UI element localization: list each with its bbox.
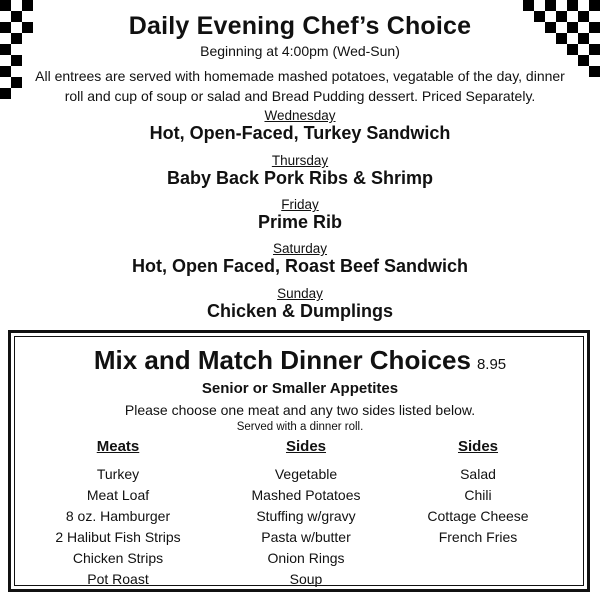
- special-day: Saturday: [272, 241, 328, 256]
- mix-price: 8.95: [476, 356, 507, 373]
- column-heading: Sides: [457, 438, 499, 455]
- special-thursday: [0, 153, 600, 189]
- special-friday: [0, 197, 600, 233]
- sides-column-2: [383, 438, 573, 548]
- mix-and-match-box: [8, 330, 590, 592]
- list-item: Chili: [464, 487, 492, 503]
- special-day: Wednesday: [264, 108, 336, 123]
- list-item: Pasta w/butter: [261, 529, 351, 545]
- list-item: Onion Rings: [267, 550, 345, 566]
- mix-instructions: Please choose one meat and any two sides listed below.: [124, 402, 476, 418]
- column-heading: Sides: [285, 438, 327, 455]
- list-item: 8 oz. Hamburger: [65, 508, 171, 524]
- list-item: 2 Halibut Fish Strips: [55, 529, 181, 545]
- special-day: Thursday: [271, 153, 329, 168]
- mix-roll-note: Served with a dinner roll.: [236, 421, 364, 433]
- list-item: Turkey: [96, 466, 140, 482]
- special-dish: Prime Rib: [257, 212, 343, 232]
- special-dish: Hot, Open Faced, Roast Beef Sandwich: [131, 256, 469, 276]
- special-dish: Hot, Open-Faced, Turkey Sandwich: [149, 123, 451, 143]
- meats-column: [23, 438, 213, 590]
- special-wednesday: [0, 108, 600, 144]
- mix-subtitle: Senior or Smaller Appetites: [201, 380, 399, 397]
- hours-subtitle: Beginning at 4:00pm (Wed-Sun): [200, 43, 400, 59]
- mix-title-line: [15, 345, 585, 376]
- list-item: Meat Loaf: [86, 487, 150, 503]
- special-dish: Chicken & Dumplings: [206, 301, 394, 321]
- list-item: Cottage Cheese: [427, 508, 529, 524]
- list-item: Mashed Potatoes: [251, 487, 361, 503]
- page-title: Daily Evening Chef’s Choice: [128, 12, 472, 40]
- special-sunday: [0, 286, 600, 322]
- list-item: Salad: [460, 466, 496, 482]
- mix-and-match-inner-border: [14, 336, 584, 586]
- special-saturday: [0, 241, 600, 277]
- mix-title: Mix and Match Dinner Choices: [93, 345, 471, 375]
- sides-column-1: [211, 438, 401, 590]
- list-item: Vegetable: [274, 466, 338, 482]
- list-item: Stuffing w/gravy: [256, 508, 356, 524]
- special-dish: Baby Back Pork Ribs & Shrimp: [166, 168, 434, 188]
- list-item: Chicken Strips: [72, 550, 164, 566]
- column-heading: Meats: [96, 438, 140, 455]
- intro-text: All entrees are served with homemade mashed potatoes, vegatable of the day, dinner roll and cup of soup or salad and Bread Pudding dessert. Priced Separately.: [35, 68, 565, 104]
- special-day: Sunday: [277, 286, 323, 301]
- special-day: Friday: [281, 197, 319, 212]
- list-item: Pot Roast: [87, 571, 149, 587]
- list-item: Soup: [289, 571, 323, 587]
- list-item: French Fries: [438, 529, 518, 545]
